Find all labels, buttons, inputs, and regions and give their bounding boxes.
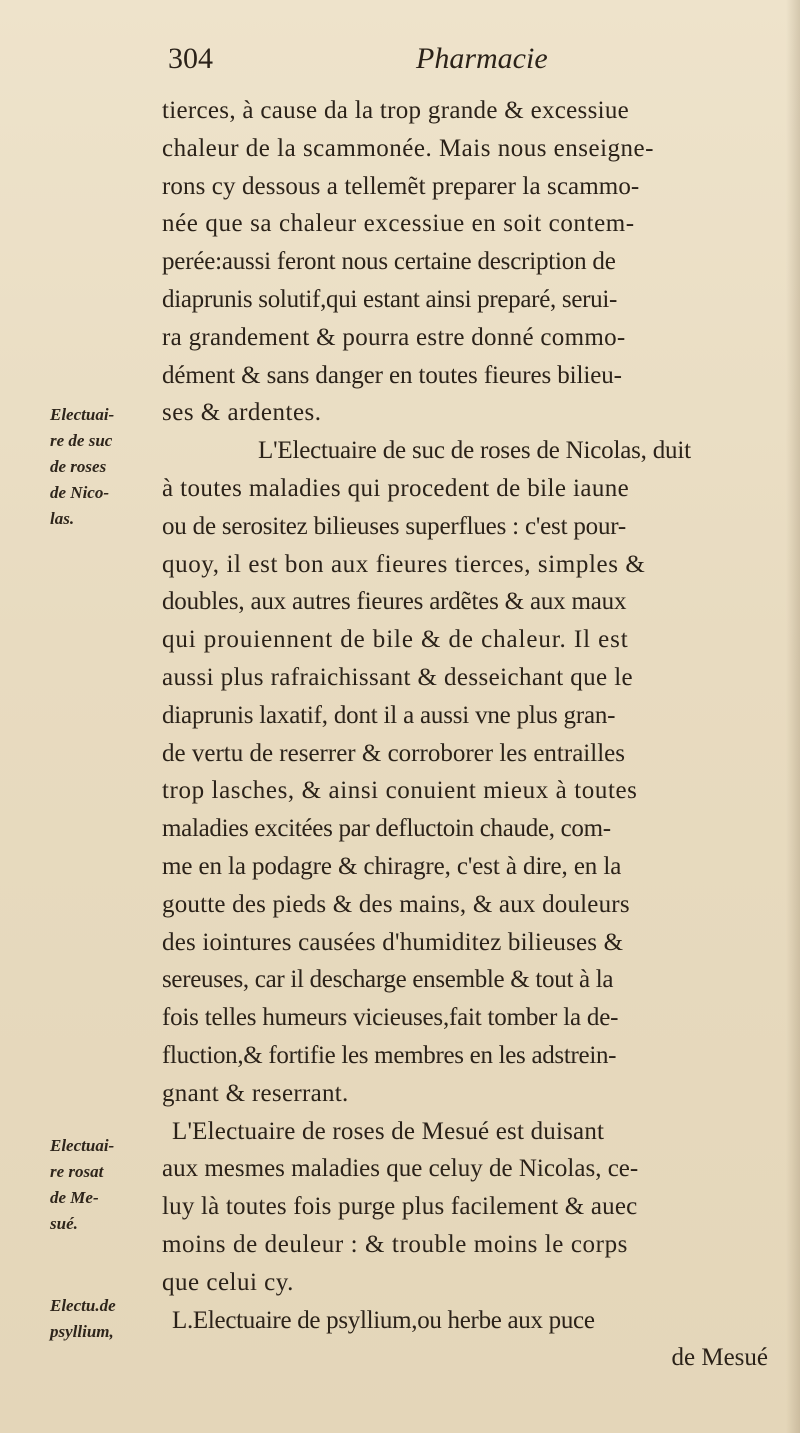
text-line: rons cy dessous a tellemẽt preparer la scammo- [162, 172, 640, 200]
margin-note [50, 1133, 162, 1237]
margin-note-line: Electuai- [50, 405, 115, 424]
margin-note-line: sué. [50, 1214, 78, 1233]
text-line: L'Electuaire de suc de roses de Nicolas, duit [258, 437, 691, 465]
margin-note-line: re de suc [50, 431, 113, 450]
text-line: gnant & reserrant. [162, 1079, 349, 1107]
page-edge-shadow [786, 0, 800, 1433]
margin-note-line: Electu.de [50, 1296, 116, 1315]
text-line: fois telles humeurs vicieuses,fait tomber la de- [162, 1004, 619, 1032]
text-line: aussi plus rafraichissant & desseichant que le [162, 663, 634, 691]
text-line: des iointures causées d'humiditez bilieuses & [162, 928, 624, 956]
text-line: à toutes maladies qui procedent de bile iaune [162, 474, 630, 502]
text-line: dément & sans danger en toutes fieures bilieu- [162, 361, 622, 389]
text-line: fluction,& fortifie les membres en les adstrein- [162, 1041, 617, 1069]
margin-note-line: re rosat [50, 1162, 104, 1181]
text-line: luy là toutes fois purge plus facilement & auec [162, 1193, 638, 1221]
page-number: 304 [168, 42, 213, 75]
margin-note-line: de roses [50, 457, 107, 476]
text-line: doubles, aux autres fieures ardẽtes & aux maux [162, 588, 627, 616]
text-line: moins de deuleur : & trouble moins le corps [162, 1230, 628, 1258]
text-line: ou de serositez bilieuses superflues : c'est pour- [162, 512, 627, 540]
margin-note-line: las. [50, 509, 75, 528]
text-line: ra grandement & pourra estre donné commo- [162, 323, 626, 351]
text-line: née que sa chaleur excessiue en soit contem- [162, 210, 635, 238]
text-line: diaprunis solutif,qui estant ainsi preparé, serui- [162, 285, 618, 313]
page-header [168, 42, 768, 92]
text-line: L'Electuaire de roses de Mesué est duisant [172, 1117, 605, 1145]
text-line: aux mesmes maladies que celuy de Nicolas, ce- [162, 1155, 639, 1183]
text-line: trop lasches, & ainsi conuient mieux à toutes [162, 777, 638, 805]
margin-note-line: de Me- [50, 1188, 99, 1207]
margin-note [50, 1293, 162, 1345]
margin-note-line: de Nico- [50, 483, 110, 502]
text-line: ses & ardentes. [162, 399, 322, 427]
text-line: me en la podagre & chiragre, c'est à dire, en la [162, 852, 622, 880]
margin-note-line: psyllium, [50, 1322, 114, 1341]
margin-note [50, 402, 162, 532]
text-line: maladies excitées par defluctoin chaude, com- [162, 815, 611, 843]
text-line: goutte des pieds & des mains, & aux douleurs [162, 890, 630, 918]
running-title: Pharmacie [416, 42, 548, 75]
margin-note-line: Electuai- [50, 1136, 115, 1155]
text-line: diaprunis laxatif, dont il a aussi vne plus gran- [162, 701, 616, 729]
text-line: perée:aussi feront nous certaine description de [162, 248, 616, 276]
text-line: sereuses, car il descharge ensemble & tout à la [162, 966, 614, 994]
text-line: de vertu de reserrer & corroborer les entrailles [162, 739, 625, 767]
text-line: que celui cy. [162, 1268, 294, 1296]
text-line: quoy, il est bon aux fieures tierces, simples & [162, 550, 646, 578]
text-line: de Mesué [671, 1344, 768, 1372]
text-line: tierces, à cause da la trop grande & excessiue [162, 97, 630, 124]
text-line: L.Electuaire de psyllium,ou herbe aux puce [172, 1306, 595, 1334]
body-text [162, 92, 788, 1377]
text-line: chaleur de la scammonée. Mais nous enseigne- [162, 134, 654, 162]
text-line: qui prouiennent de bile & de chaleur. Il est [162, 626, 629, 654]
